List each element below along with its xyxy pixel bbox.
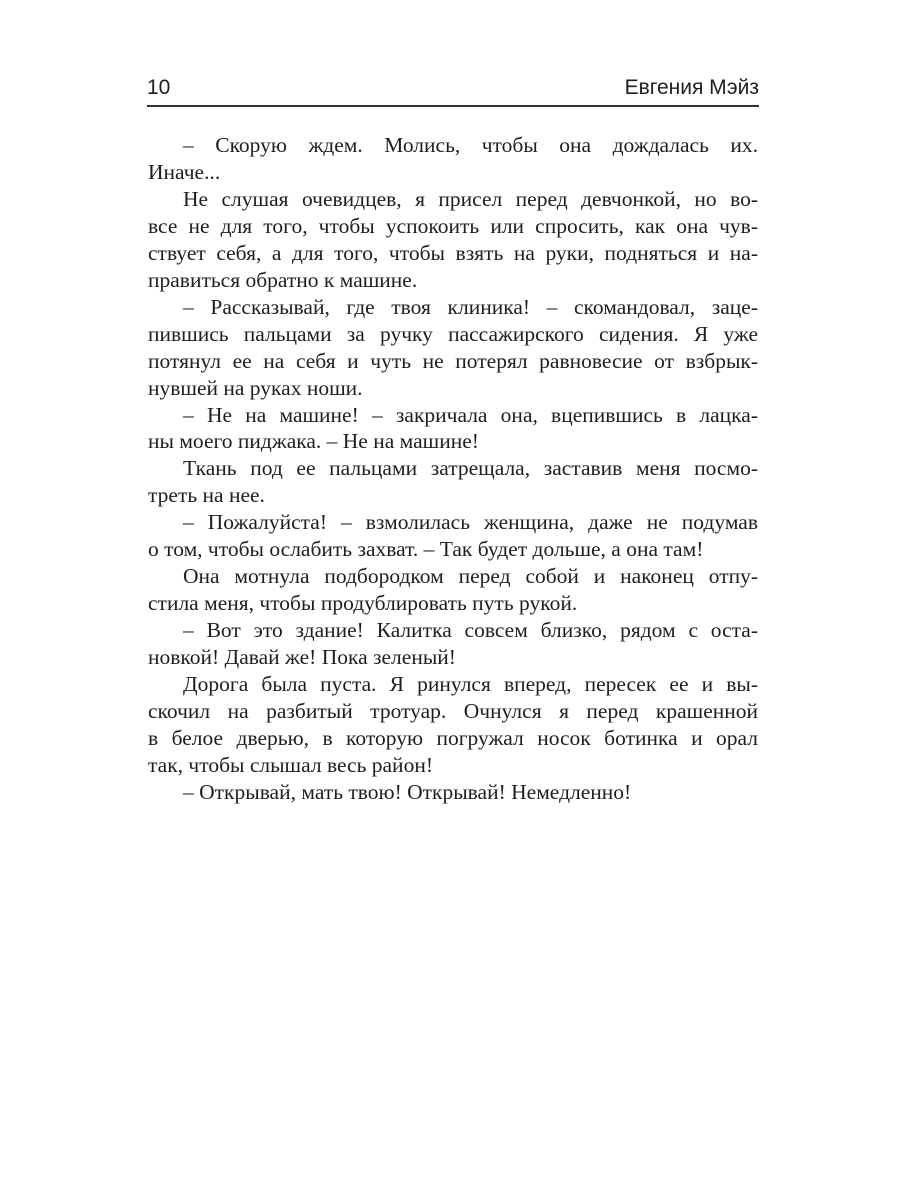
author-name: Евгения Мэйз bbox=[624, 76, 759, 99]
text-line: в белое дверью, в которую погружал носок ботинка и орал bbox=[148, 725, 758, 750]
text-line: пившись пальцами за ручку пассажирского сидения. Я уже bbox=[148, 321, 758, 346]
text-line: ствует себя, а для того, чтобы взять на руки, подняться и на- bbox=[148, 240, 758, 265]
text-line: правиться обратно к машине. bbox=[148, 267, 418, 292]
text-line: Иначе... bbox=[148, 159, 221, 184]
text-line: – Рассказывай, где твоя клиника! – скомандовал, заце- bbox=[183, 294, 758, 319]
text-line: скочил на разбитый тротуар. Очнулся я перед крашенной bbox=[148, 699, 758, 724]
text-line: стила меня, чтобы продублировать путь рукой. bbox=[148, 591, 578, 616]
paragraph bbox=[148, 132, 758, 186]
text-line: – Вот это здание! Калитка совсем близко, рядом с оста- bbox=[183, 618, 758, 643]
text-line: – Пожалуйста! – взмолилась женщина, даже не подумав bbox=[183, 510, 758, 535]
text-line: так, чтобы слышал весь район! bbox=[148, 752, 433, 777]
page-number: 10 bbox=[147, 76, 171, 99]
text-line: – Открывай, мать твою! Открывай! Немедленно! bbox=[183, 779, 632, 804]
paragraph bbox=[148, 455, 758, 509]
text-line: Ткань под ее пальцами затрещала, заставив меня посмо- bbox=[183, 456, 758, 481]
text-line: Она мотнула подбородком перед собой и наконец отпу- bbox=[183, 564, 758, 589]
paragraph bbox=[148, 671, 758, 779]
text-line: все не для того, чтобы успокоить или спросить, как она чув- bbox=[148, 213, 758, 238]
text-line: новкой! Давай же! Пока зеленый! bbox=[148, 645, 456, 670]
text-line: потянул ее на себя и чуть не потерял равновесие от взбрык- bbox=[148, 348, 758, 373]
text-line: нувшей на руках ноши. bbox=[148, 375, 363, 400]
paragraph bbox=[148, 779, 758, 806]
paragraph bbox=[148, 509, 758, 563]
page-body bbox=[148, 132, 758, 806]
text-line: Дорога была пуста. Я ринулся вперед, пересек ее и вы- bbox=[183, 672, 758, 697]
text-line: ны моего пиджака. – Не на машине! bbox=[148, 429, 479, 454]
paragraph bbox=[148, 402, 758, 456]
header-rule bbox=[147, 105, 759, 107]
paragraph bbox=[148, 617, 758, 671]
text-line: Не слушая очевидцев, я присел перед девчонкой, но во- bbox=[183, 186, 758, 211]
running-header bbox=[147, 74, 759, 102]
paragraph bbox=[148, 294, 758, 402]
text-line: – Скорую ждем. Молись, чтобы она дождалась их. bbox=[183, 133, 758, 157]
text-line: о том, чтобы ослабить захват. – Так будет дольше, а она там! bbox=[148, 537, 704, 562]
text-line: треть на нее. bbox=[148, 483, 265, 508]
paragraph bbox=[148, 563, 758, 617]
text-line: – Не на машине! – закричала она, вцепившись в лацка- bbox=[183, 402, 758, 427]
paragraph bbox=[148, 186, 758, 294]
